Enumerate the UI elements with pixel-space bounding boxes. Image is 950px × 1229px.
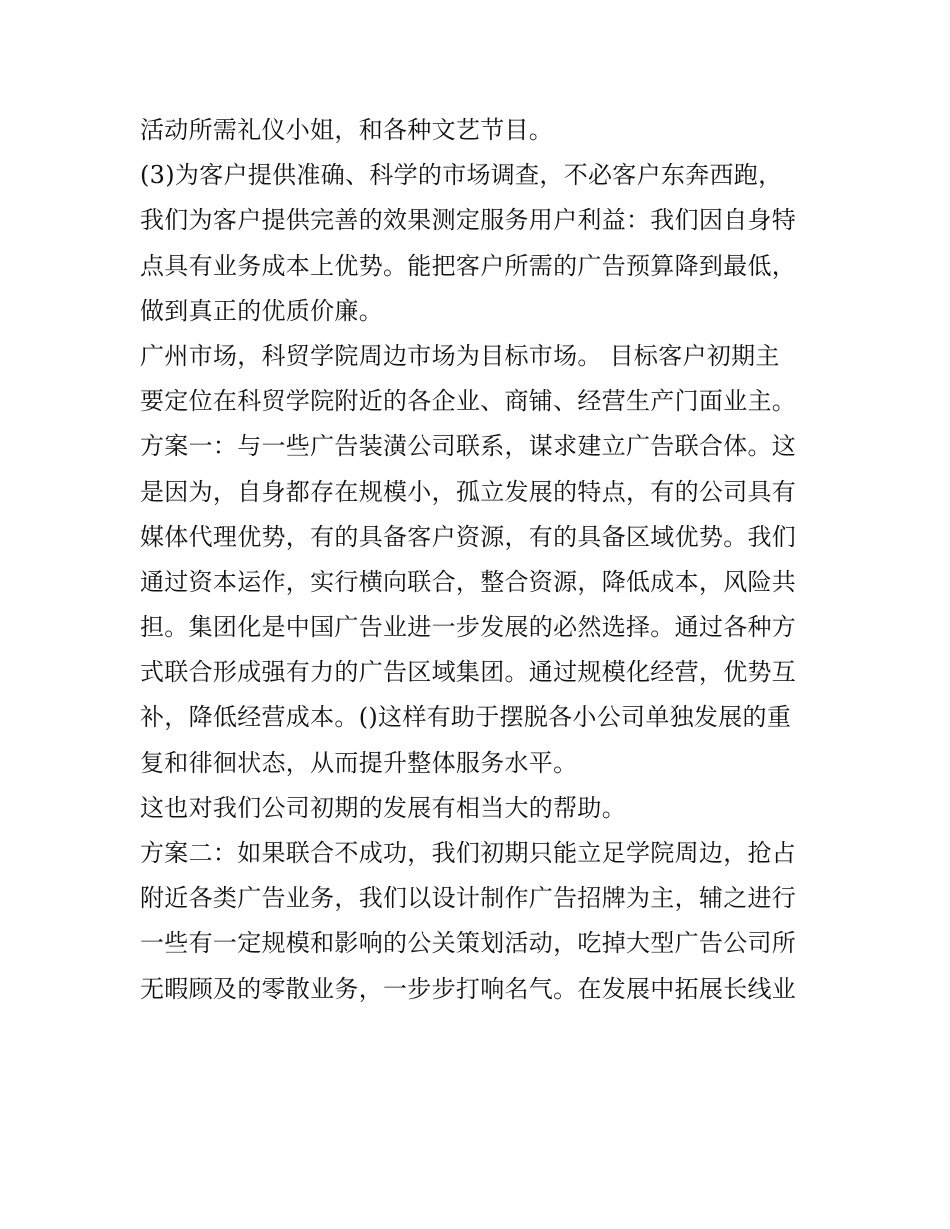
text-line: 担。集团化是中国广告业进一步发展的必然选择。通过各种方 xyxy=(140,613,797,642)
text-line: (3)为客户提供准确、科学的市场调查，不必客户东奔西跑， xyxy=(140,161,783,190)
text-line: 方案一：与一些广告装潢公司联系，谋求建立广告联合体。这 xyxy=(140,432,797,461)
text-line: 无暇顾及的零散业务，一步步打响名气。在发展中拓展长线业 xyxy=(140,974,797,1003)
text-line: 广州市场，科贸学院周边市场为目标市场。 目标客户初期主 xyxy=(140,341,780,370)
text-line: 是因为，自身都存在规模小，孤立发展的特点，有的公司具有 xyxy=(140,477,797,506)
text-line: 要定位在科贸学院附近的各企业、商铺、经营生产门面业主。 xyxy=(140,387,797,416)
text-line: 附近各类广告业务，我们以设计制作广告招牌为主，辅之进行 xyxy=(140,884,797,913)
text-line: 做到真正的优质价廉。 xyxy=(140,296,383,325)
text-line: 式联合形成强有力的广告区域集团。通过规模化经营，优势互 xyxy=(140,658,797,687)
text-line: 点具有业务成本上优势。能把客户所需的广告预算降到最低， xyxy=(140,251,797,280)
body-text xyxy=(140,108,830,1012)
text-line: 复和徘徊状态，从而提升整体服务水平。 xyxy=(140,748,578,777)
text-line: 一些有一定规模和影响的公关策划活动，吃掉大型广告公司所 xyxy=(140,929,797,958)
text-line: 我们为客户提供完善的效果测定服务用户利益：我们因自身特 xyxy=(140,206,797,235)
text-line: 补，降低经营成本。()这样有助于摆脱各小公司单独发展的重 xyxy=(140,703,792,732)
text-line: 媒体代理优势，有的具备客户资源，有的具备区域优势。我们 xyxy=(140,522,797,551)
text-line: 方案二：如果联合不成功，我们初期只能立足学院周边，抢占 xyxy=(140,839,797,867)
text-line: 这也对我们公司初期的发展有相当大的帮助。 xyxy=(140,793,626,822)
text-line: 活动所需礼仪小姐，和各种文艺节目。 xyxy=(140,116,554,144)
text-line: 通过资本运作，实行横向联合，整合资源，降低成本，风险共 xyxy=(140,567,797,596)
